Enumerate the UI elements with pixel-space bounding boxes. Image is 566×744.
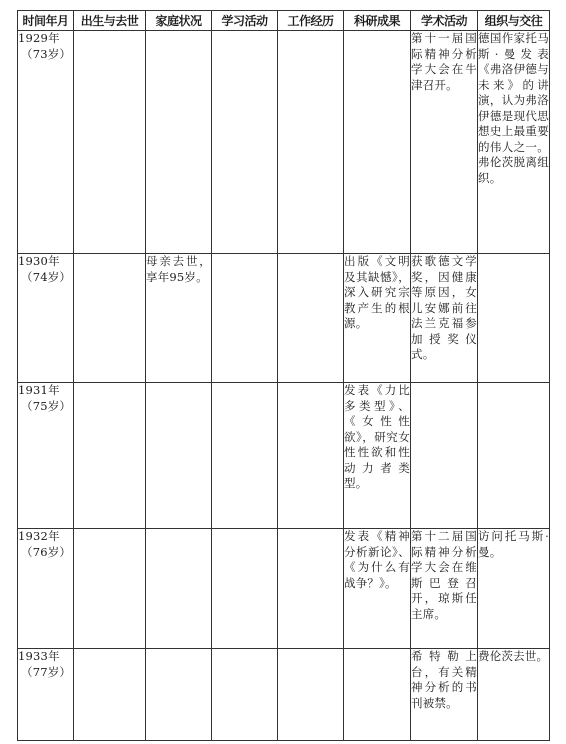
work-cell [278, 254, 344, 383]
academic-cell: 第十二届国际精神分析学大会在维斯巴登召开，琼斯任主席。 [411, 529, 478, 649]
organization-cell: 德国作家托马斯·曼发表《弗洛伊德与未来》的讲演，认为弗洛伊德是现代思想史上最重要的伟人之一。弗伦茨脱离组织。 [478, 31, 550, 254]
family-cell [146, 649, 212, 741]
year-cell [18, 383, 74, 529]
academic-cell: 第十一届国际精神分析学大会在牛津召开。 [411, 31, 478, 254]
academic-cell: 获歌德文学奖，因健康等原因，女儿安娜前往法兰克福参加授奖仪式。 [411, 254, 478, 383]
header-academic: 学术活动 [411, 11, 478, 31]
work-cell [278, 529, 344, 649]
organization-cell: 访问托马斯·曼。 [478, 529, 550, 649]
birth-death-cell [74, 31, 146, 254]
year-cell [18, 529, 74, 649]
birth-death-cell [74, 649, 146, 741]
research-cell: 发表《力比多类型》、《女性性欲》，研究女性性欲和性动力者类型。 [344, 383, 411, 529]
header-research: 科研成果 [344, 11, 411, 31]
birth-death-cell [74, 383, 146, 529]
study-cell [212, 529, 278, 649]
family-cell: 母亲去世，享年95岁。 [146, 254, 212, 383]
age-label: （74岁） [21, 269, 72, 284]
birth-death-cell [74, 529, 146, 649]
organization-cell: 费伦茨去世。 [478, 649, 550, 741]
table-row-1933 [18, 649, 550, 741]
research-cell [344, 31, 411, 254]
year-cell [18, 649, 74, 741]
age-label: （77岁） [21, 664, 72, 679]
table-row-1932 [18, 529, 550, 649]
research-cell: 出版《文明及其缺憾》，深入研究宗教产生的根源。 [344, 254, 411, 383]
year-label: 1929年 [18, 31, 60, 45]
family-cell [146, 529, 212, 649]
research-cell [344, 649, 411, 741]
family-cell [146, 383, 212, 529]
age-label: （76岁） [21, 544, 72, 559]
study-cell [212, 254, 278, 383]
research-cell: 发表《精神分析新论》、《为什么有战争？》。 [344, 529, 411, 649]
work-cell [278, 31, 344, 254]
organization-cell [478, 254, 550, 383]
age-label: （75岁） [21, 398, 72, 413]
table-row-1930 [18, 254, 550, 383]
year-label: 1930年 [18, 254, 60, 268]
header-time: 时间年月 [18, 11, 74, 31]
family-cell [146, 31, 212, 254]
birth-death-cell [74, 254, 146, 383]
header-family: 家庭状况 [146, 11, 212, 31]
work-cell [278, 649, 344, 741]
table-row-1931 [18, 383, 550, 529]
study-cell [212, 383, 278, 529]
table-row-1929 [18, 31, 550, 254]
year-label: 1932年 [18, 529, 60, 543]
academic-cell: 希特勒上台，有关精神分析的书刊被禁。 [411, 649, 478, 741]
year-cell [18, 31, 74, 254]
header-organization: 组织与交往 [478, 11, 550, 31]
age-label: （73岁） [21, 46, 72, 61]
header-study: 学习活动 [212, 11, 278, 31]
chronology-table [17, 10, 550, 741]
year-cell [18, 254, 74, 383]
organization-cell [478, 383, 550, 529]
academic-cell [411, 383, 478, 529]
header-work: 工作经历 [278, 11, 344, 31]
header-row [18, 11, 550, 31]
study-cell [212, 649, 278, 741]
study-cell [212, 31, 278, 254]
header-birth-death: 出生与去世 [74, 11, 146, 31]
year-label: 1931年 [18, 383, 60, 397]
year-label: 1933年 [18, 649, 60, 663]
work-cell [278, 383, 344, 529]
chronology-table-container [17, 10, 550, 741]
